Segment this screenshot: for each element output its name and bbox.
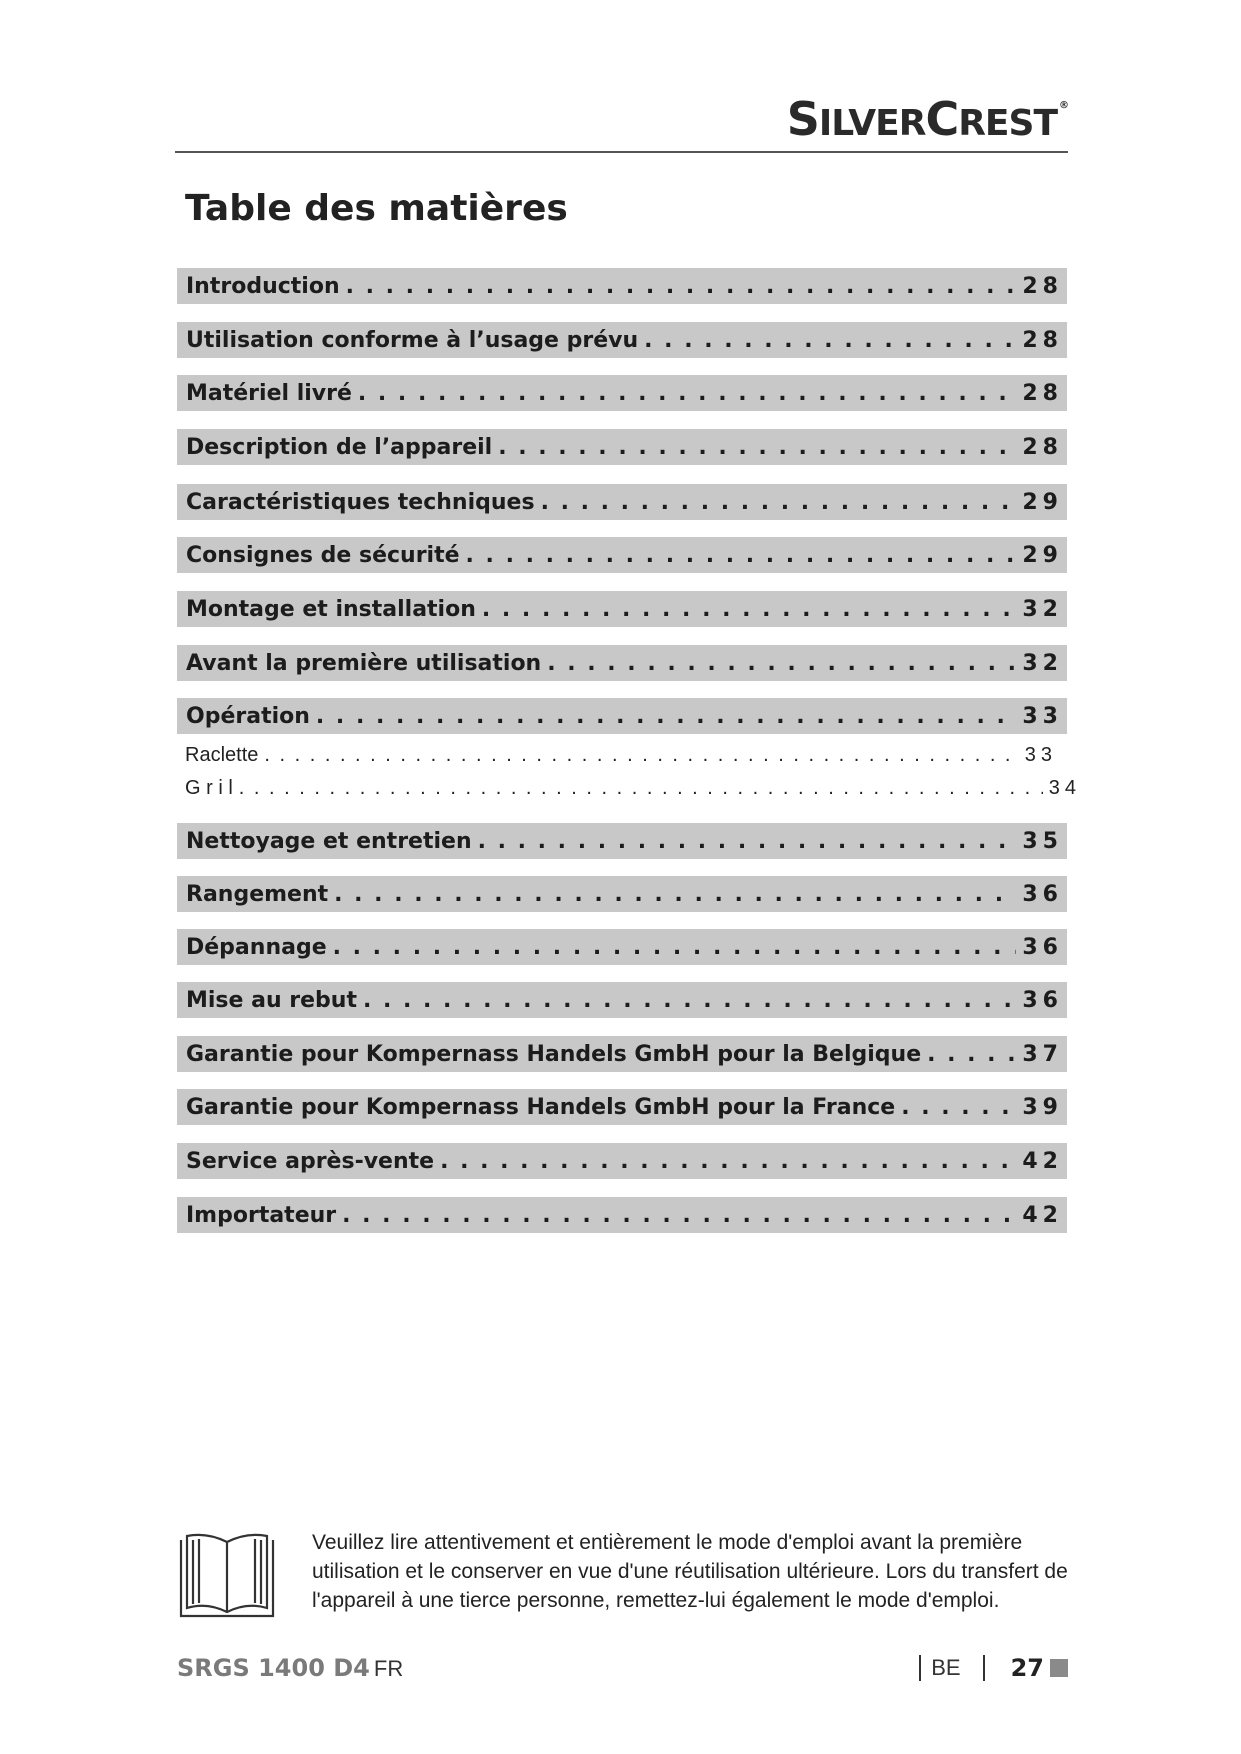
toc-leader	[239, 777, 1043, 800]
toc-leader	[541, 490, 1017, 515]
page-number: 27	[1010, 1654, 1044, 1682]
toc-entry-garantie-france[interactable]	[177, 1089, 1067, 1125]
book-icon	[177, 1532, 277, 1622]
toc-subpage: 33	[1024, 743, 1057, 766]
toc-leader	[346, 274, 1017, 299]
toc-entry-montage[interactable]	[177, 591, 1067, 627]
toc-entry-caracteristiques[interactable]	[177, 484, 1067, 520]
toc-sublabel: G r i l	[185, 776, 233, 799]
toc-page: 29	[1022, 542, 1063, 568]
toc-page: 28	[1022, 380, 1063, 406]
toc-label: Caractéristiques techniques	[186, 489, 535, 515]
model-number: SRGS 1400 D4	[177, 1654, 370, 1682]
toc-entry-mise-au-rebut[interactable]	[177, 982, 1067, 1018]
toc-leader	[333, 935, 1017, 960]
footer-divider	[983, 1655, 985, 1681]
toc-entry-nettoyage[interactable]	[177, 823, 1067, 859]
toc-leader	[316, 704, 1016, 729]
toc-label: Nettoyage et entretien	[186, 828, 472, 854]
toc-entry-materiel[interactable]	[177, 375, 1067, 411]
toc-page: 36	[1022, 934, 1063, 960]
toc-subentry-raclette[interactable]	[185, 742, 1057, 768]
toc-page: 32	[1022, 596, 1063, 622]
notice-text: Veuillez lire attentivement et entièrement le mode d'emploi avant la première utilisation et le conserver en vue d'une réutilisation ultérieure. Lors du transfert de l'appareil à une tierce personne, remettez-lui également le mode d'emploi.	[312, 1531, 1068, 1612]
toc-leader	[264, 744, 1018, 767]
toc-label: Matériel livré	[186, 380, 352, 406]
toc-label: Introduction	[186, 273, 340, 299]
toc-entry-avant[interactable]	[177, 645, 1067, 681]
page-marker-icon	[1050, 1659, 1068, 1677]
toc-entry-consignes[interactable]	[177, 537, 1067, 573]
toc-label: Description de l’appareil	[186, 434, 493, 460]
toc-label: Montage et installation	[186, 596, 476, 622]
toc-page: 33	[1022, 703, 1063, 729]
toc-label: Utilisation conforme à l’usage prévu	[186, 327, 639, 353]
toc-entry-importateur[interactable]	[177, 1197, 1067, 1233]
toc-leader	[498, 435, 1016, 460]
footer-language: FR	[373, 1656, 404, 1681]
toc-entry-garantie-belgique[interactable]	[177, 1036, 1067, 1072]
toc-leader	[342, 1203, 1016, 1228]
toc-leader	[440, 1149, 1016, 1174]
page-title: Table des matières	[185, 188, 568, 229]
toc-page: 35	[1022, 828, 1063, 854]
header-rule	[175, 151, 1068, 153]
toc-leader	[901, 1095, 1016, 1120]
toc-page: 28	[1022, 434, 1063, 460]
toc-leader	[466, 543, 1017, 568]
toc-label: Garantie pour Kompernass Handels GmbH pour la France	[186, 1094, 896, 1120]
toc-page: 42	[1022, 1202, 1063, 1228]
toc-label: Rangement	[186, 881, 329, 907]
toc-page: 36	[1022, 881, 1063, 907]
reading-notice	[177, 1532, 1067, 1622]
footer-divider	[919, 1655, 921, 1681]
toc-leader	[478, 829, 1017, 854]
toc-entry-depannage[interactable]	[177, 929, 1067, 965]
toc-label: Dépannage	[186, 934, 327, 960]
toc-entry-utilisation[interactable]	[177, 322, 1067, 358]
toc-sublabel: Raclette	[185, 743, 259, 766]
toc-label: Consignes de sécurité	[186, 542, 460, 568]
toc-page: 37	[1022, 1041, 1063, 1067]
toc-label: Opération	[186, 703, 310, 729]
toc-page: 42	[1022, 1148, 1063, 1174]
toc-leader	[644, 328, 1016, 353]
toc-entry-rangement[interactable]	[177, 876, 1067, 912]
toc-page: 32	[1022, 650, 1063, 676]
toc-entry-service[interactable]	[177, 1143, 1067, 1179]
toc-entry-introduction[interactable]	[177, 268, 1067, 304]
toc-subentry-gril[interactable]	[185, 775, 1081, 801]
toc-label: Service après-vente	[186, 1148, 435, 1174]
toc-entry-description[interactable]	[177, 429, 1067, 465]
brand-logo: SILVERCREST ®	[786, 92, 1068, 146]
toc-leader	[363, 988, 1016, 1013]
toc-label: Avant la première utilisation	[186, 650, 542, 676]
toc-page: 36	[1022, 987, 1063, 1013]
footer-country: BE	[931, 1655, 961, 1680]
toc-leader	[334, 882, 1016, 907]
footer-model	[177, 1654, 403, 1682]
toc-leader	[547, 651, 1016, 676]
toc-label: Garantie pour Kompernass Handels GmbH pour la Belgique	[186, 1041, 922, 1067]
toc-page: 39	[1022, 1094, 1063, 1120]
toc-entry-operation[interactable]	[177, 698, 1067, 734]
toc-leader	[358, 381, 1016, 406]
toc-label: Importateur	[186, 1202, 337, 1228]
toc-page: 28	[1022, 273, 1063, 299]
toc-page: 29	[1022, 489, 1063, 515]
toc-subpage: 34	[1048, 776, 1081, 799]
toc-label: Mise au rebut	[186, 987, 357, 1013]
toc-leader	[927, 1042, 1016, 1067]
toc-page: 28	[1022, 327, 1063, 353]
footer-page-info	[909, 1654, 1068, 1682]
toc-leader	[482, 597, 1016, 622]
